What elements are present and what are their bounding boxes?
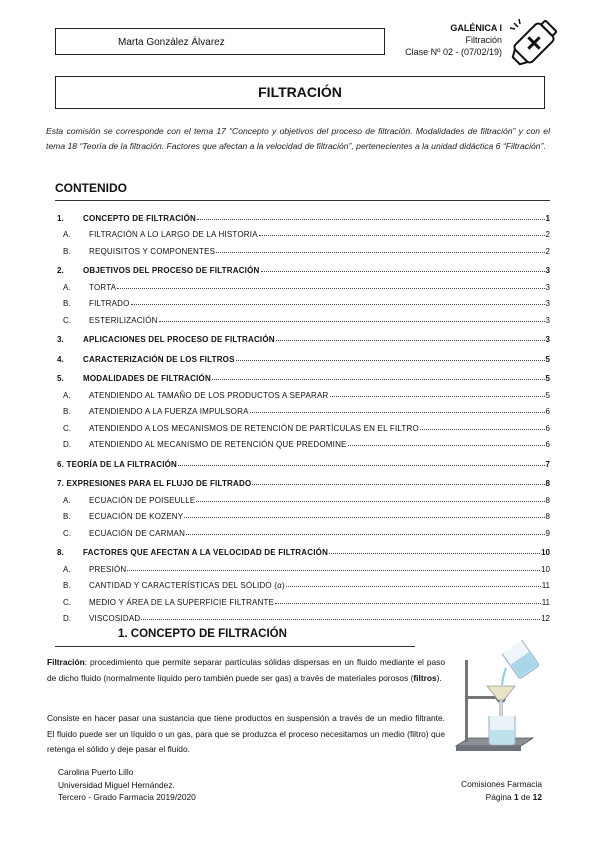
toc-entry-page: 2 bbox=[545, 230, 550, 239]
toc-entry[interactable] bbox=[55, 433, 550, 450]
intro-paragraph: Esta comisión se corresponde con el tema 17 “Concepto y objetivos del proceso de filtración. Modalidades de filtración” y con el tema 18 “Teoría de la filtración. Factores que afectan a la velocidad de filtración”, pertenecientes a la unidad didáctica 6 “Filtración”. bbox=[46, 126, 550, 151]
toc-entry-label: MODALIDADES DE FILTRACIÓN bbox=[83, 374, 211, 383]
footer-org: Comisiones Farmacia bbox=[461, 779, 542, 789]
toc-entry-label: APLICACIONES DEL PROCESO DE FILTRACIÓN bbox=[83, 335, 275, 344]
toc-entry-page: 6 bbox=[545, 423, 550, 433]
toc-entry-number: C. bbox=[63, 528, 71, 538]
author-name: Marta González Álvarez bbox=[118, 37, 225, 48]
toc-entry-page: 6 bbox=[545, 407, 550, 416]
toc-entry-number: 2. bbox=[57, 266, 64, 275]
toc-entry-label: REQUISITOS Y COMPONENTES bbox=[89, 246, 216, 256]
toc-entry[interactable] bbox=[55, 347, 550, 364]
toc-entry-page: 3 bbox=[545, 335, 550, 344]
toc-entry-page: 8 bbox=[545, 495, 550, 505]
toc-leader-dots bbox=[252, 484, 544, 485]
toc-entry[interactable] bbox=[55, 521, 550, 538]
toc-entry-page: 5 bbox=[545, 354, 550, 364]
toc-entry[interactable] bbox=[55, 383, 550, 400]
definition-paragraph: Filtración: procedimiento que permite separar partículas sólidas dispersas en un fluido mediante el paso de dicho fluido (normalmente líquido pero también puede ser gas) a través de materiales porosos (filtros). bbox=[47, 657, 445, 683]
toc-entry-number: D. bbox=[63, 614, 71, 623]
toc-entry-label: CARACTERIZACIÓN DE LOS FILTROS bbox=[83, 354, 235, 364]
topic: Filtración bbox=[465, 35, 502, 45]
section-divider bbox=[55, 646, 415, 647]
toc-leader-dots bbox=[127, 570, 540, 571]
toc-entry[interactable] bbox=[55, 328, 550, 345]
toc-leader-dots bbox=[348, 445, 545, 446]
toc-leader-dots bbox=[261, 271, 545, 272]
toc-entry[interactable] bbox=[55, 275, 550, 292]
toc-entry-page: 1 bbox=[545, 213, 550, 223]
toc-entry-number: 5. bbox=[57, 374, 64, 383]
toc-entry[interactable] bbox=[55, 239, 550, 256]
toc-leader-dots bbox=[329, 553, 540, 554]
toc-entry-label: MEDIO Y ÁREA DE LA SUPERFICIE FILTRANTE bbox=[89, 597, 275, 607]
medicine-tube-icon bbox=[505, 14, 563, 72]
toc-entry[interactable] bbox=[55, 400, 550, 417]
toc-entry-page: 8 bbox=[545, 512, 550, 521]
footer-left bbox=[58, 766, 196, 804]
toc-entry-label: CANTIDAD Y CARACTERÍSTICAS DEL SÓLIDO (α) bbox=[89, 581, 285, 590]
toc-entry-page: 12 bbox=[541, 614, 550, 623]
toc-entry-number: A. bbox=[63, 230, 71, 239]
toc-entry-number: C. bbox=[63, 315, 71, 325]
toc-entry-page: 3 bbox=[545, 266, 550, 275]
toc-entry[interactable] bbox=[55, 472, 550, 489]
contents-heading: CONTENIDO bbox=[55, 181, 127, 195]
footer-university: Universidad Miguel Hernández. bbox=[58, 779, 175, 790]
toc-leader-dots bbox=[212, 379, 545, 380]
toc-entry-label: 7. EXPRESIONES PARA EL FLUJO DE FILTRADO bbox=[57, 479, 252, 488]
toc-entry[interactable] bbox=[55, 452, 550, 469]
toc-leader-dots bbox=[184, 517, 544, 518]
class-info: Clase Nº 02 - (07/02/19) bbox=[405, 47, 502, 57]
toc-entry[interactable] bbox=[55, 223, 550, 240]
toc-entry-page: 11 bbox=[541, 581, 550, 590]
footer-name: Carolina Puerto Lillo bbox=[58, 767, 134, 777]
toc-entry-number: B. bbox=[63, 407, 71, 416]
toc-entry[interactable] bbox=[55, 557, 550, 574]
toc-entry-label: OBJETIVOS DEL PROCESO DE FILTRACIÓN bbox=[83, 266, 260, 275]
toc-entry-number: C. bbox=[63, 597, 71, 607]
toc-entry[interactable] bbox=[55, 259, 550, 276]
toc-entry-label: ATENDIENDO AL TAMAÑO DE LOS PRODUCTOS A SEPARAR bbox=[89, 390, 329, 400]
toc-entry-page: 3 bbox=[545, 299, 550, 308]
toc-entry[interactable] bbox=[55, 488, 550, 505]
toc-entry[interactable] bbox=[55, 367, 550, 384]
toc-entry-label: CONCEPTO DE FILTRACIÓN bbox=[83, 213, 196, 223]
toc-entry-number: B. bbox=[63, 512, 71, 521]
toc-entry[interactable] bbox=[55, 541, 550, 558]
toc-entry-page: 5 bbox=[545, 390, 550, 400]
toc-leader-dots bbox=[186, 534, 544, 535]
subject: GALÉNICA I bbox=[450, 23, 502, 33]
author-box bbox=[55, 28, 385, 55]
toc-entry-number: A. bbox=[63, 282, 71, 292]
toc-entry-number: B. bbox=[63, 246, 71, 256]
toc-leader-dots bbox=[259, 235, 545, 236]
footer-right bbox=[461, 778, 542, 803]
toc-entry-number: D. bbox=[63, 440, 71, 449]
toc-leader-dots bbox=[250, 412, 545, 413]
filtration-illustration bbox=[451, 638, 551, 763]
toc-entry-label: FACTORES QUE AFECTAN A LA VELOCIDAD DE FILTRACIÓN bbox=[83, 548, 329, 557]
toc-entry-number: A. bbox=[63, 390, 71, 400]
section-title: 1. CONCEPTO DE FILTRACIÓN bbox=[118, 628, 287, 640]
toc-entry[interactable] bbox=[55, 308, 550, 325]
toc-leader-dots bbox=[275, 603, 541, 604]
toc-entry-page: 10 bbox=[541, 548, 550, 557]
toc-entry-label: TORTA bbox=[89, 282, 117, 292]
toc-leader-dots bbox=[178, 465, 545, 466]
definition-term: Filtración bbox=[47, 657, 85, 667]
toc-entry-label: ATENDIENDO A LOS MECANISMOS DE RETENCIÓN DE PARTÍCULAS EN EL FILTRO bbox=[89, 423, 419, 433]
toc-entry-page: 11 bbox=[541, 597, 550, 607]
toc-entry-page: 6 bbox=[545, 440, 550, 449]
toc-entry-label: PRESIÓN bbox=[89, 564, 127, 574]
toc-leader-dots bbox=[159, 321, 545, 322]
toc-entry-number: B. bbox=[63, 299, 71, 308]
toc-entry[interactable] bbox=[55, 590, 550, 607]
toc-entry-label: FILTRADO bbox=[89, 299, 130, 308]
toc-leader-dots bbox=[131, 304, 545, 305]
toc-entry-page: 2 bbox=[545, 246, 550, 256]
toc-entry-number: 8. bbox=[57, 548, 64, 557]
toc-leader-dots bbox=[196, 501, 544, 502]
toc-leader-dots bbox=[117, 288, 544, 289]
toc-leader-dots bbox=[216, 252, 544, 253]
toc-entry-page: 3 bbox=[545, 282, 550, 292]
header-info bbox=[405, 22, 502, 58]
toc-entry-page: 8 bbox=[545, 479, 550, 488]
toc-entry-page: 5 bbox=[545, 374, 550, 383]
toc-entry[interactable] bbox=[55, 607, 550, 624]
toc-entry-label: ATENDIENDO A LA FUERZA IMPULSORA bbox=[89, 407, 249, 416]
toc-leader-dots bbox=[420, 429, 545, 430]
toc-entry-number: A. bbox=[63, 495, 71, 505]
toc-entry[interactable] bbox=[55, 574, 550, 591]
toc-entry[interactable] bbox=[55, 292, 550, 309]
filters-term: filtros bbox=[413, 672, 437, 683]
process-paragraph: Consiste en hacer pasar una sustancia que tiene productos en suspensión a través de un medio filtrante. El fluido puede ser un líquido o un gas, para que se produzca el proceso necesitamos un medio (filtro) que retenga el sólido y deje pasar el fluido. bbox=[47, 713, 445, 754]
toc-leader-dots bbox=[141, 619, 540, 620]
toc-entry-page: 10 bbox=[541, 564, 550, 574]
page-title: FILTRACIÓN bbox=[55, 76, 545, 109]
toc-entry-label: VISCOSIDAD bbox=[89, 614, 141, 623]
toc-entry-number: 3. bbox=[57, 335, 64, 344]
toc-entry-label: ECUACIÓN DE CARMAN bbox=[89, 528, 186, 538]
toc-leader-dots bbox=[197, 219, 545, 220]
toc-entry-label: ESTERILIZACIÓN bbox=[89, 315, 158, 325]
toc-entry-number: 1. bbox=[57, 213, 64, 223]
toc-entry-number: C. bbox=[63, 423, 71, 433]
toc-entry-page: 9 bbox=[545, 528, 550, 538]
toc-entry-page: 7 bbox=[545, 459, 550, 469]
toc-entry-label: FILTRACIÓN A LO LARGO DE LA HISTORIA bbox=[89, 230, 258, 239]
toc-entry-page: 3 bbox=[545, 315, 550, 325]
toc-entry-label: ECUACIÓN DE POISEULLE bbox=[89, 495, 196, 505]
toc-entry-number: 4. bbox=[57, 354, 64, 364]
toc-entry-label: ATENDIENDO AL MECANISMO DE RETENCIÓN QUE PREDOMINE bbox=[89, 440, 347, 449]
toc-entry-label: ECUACIÓN DE KOZENY bbox=[89, 512, 184, 521]
toc-entry[interactable] bbox=[55, 206, 550, 223]
toc-entry[interactable] bbox=[55, 416, 550, 433]
contents-divider bbox=[55, 200, 550, 201]
toc-leader-dots bbox=[330, 396, 545, 397]
table-of-contents bbox=[55, 206, 550, 623]
footer-course: Tercero - Grado Farmacia 2019/2020 bbox=[58, 792, 196, 802]
toc-entry-number: B. bbox=[63, 581, 71, 590]
toc-leader-dots bbox=[236, 360, 545, 361]
toc-entry-number: A. bbox=[63, 564, 71, 574]
toc-leader-dots bbox=[276, 340, 545, 341]
page-number: Página 1 de 12 bbox=[485, 791, 542, 802]
toc-entry-label: 6. TEORÍA DE LA FILTRACIÓN bbox=[57, 459, 178, 469]
toc-leader-dots bbox=[286, 586, 541, 587]
toc-entry[interactable] bbox=[55, 505, 550, 522]
